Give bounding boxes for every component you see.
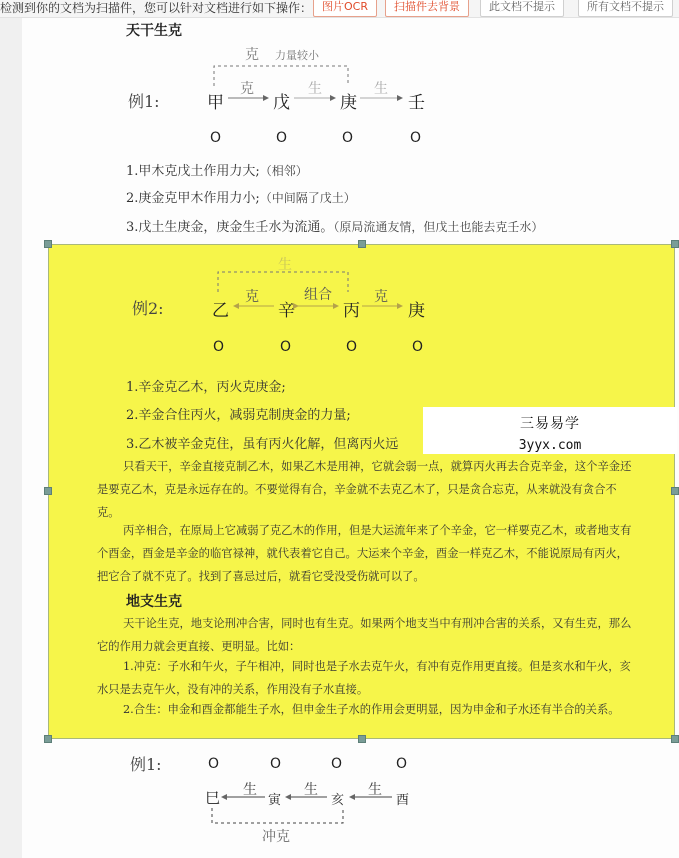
ex2-circle-3: O (346, 339, 358, 355)
ex3-dashed-bracket (212, 808, 343, 823)
s2-paragraph-3: 天干论生克，地支论刑冲合害，同时也有生克。如果两个地支当中有刑冲合害的关系，又有生克，那么它的作用力就会更直接、更明显。比如： (97, 617, 632, 653)
ex2-char-bing: 丙 (343, 301, 360, 321)
watermark-line-1: 三易易学 (520, 416, 580, 432)
s2-line-3: 3.乙木被辛金克住，虽有丙火化解，但离丙火远 (126, 437, 399, 452)
s2-line-2: 2.辛金合住丙火，减弱克制庚金的力量; (126, 408, 351, 423)
ex2-dashed-bracket (218, 272, 348, 292)
ex3-char-hai: 亥 (331, 793, 345, 808)
ex2-circle-4: O (412, 339, 424, 355)
ex3-circle-2: O (270, 756, 282, 772)
ex3-char-yin: 寅 (268, 793, 282, 808)
ex1-circle-1: O (210, 130, 222, 146)
ex3-label: 例1: (130, 755, 162, 774)
ex3-rel-sheng-2: 生 (304, 782, 318, 798)
remove-background-button[interactable]: 扫描件去背景 (385, 0, 469, 17)
ex1-circle-3: O (342, 130, 354, 146)
section-title-tiangan: 天干生克 (126, 23, 182, 39)
ex3-circle-4: O (396, 756, 408, 772)
ex2-circle-1: O (213, 339, 225, 355)
s2-paragraph-1: 只看天干，辛金直接克制乙木，如果乙木是用神，它就会弱一点，就算丙火再去合克辛金，这个辛金还是要克乙木，克是永远存在的。不要觉得有合，辛金就不去克乙木了，只是贪合忘克，从来就没有贪合不克。 (97, 460, 632, 519)
ex1-label: 例1: (128, 92, 160, 111)
ex1-circle-2: O (276, 130, 288, 146)
ex3-rel-sheng-1: 生 (243, 782, 257, 798)
ex3-circle-1: O (208, 756, 220, 772)
ex3-char-si: 巳 (205, 789, 221, 807)
s1-line-2-main: 2.庚金克甲木作用力小; (126, 191, 260, 206)
ex2-rel-ke-1: 克 (245, 289, 259, 305)
scan-notice-message: 检测到你的文档为扫描件，您可以针对文档进行如下操作： (0, 1, 313, 15)
ex1-dashed-bracket (214, 66, 348, 86)
s1-line-3-main: 3.戊土生庚金，庚金生壬水为流通。 (126, 220, 334, 235)
ex1-top-ke-label: 克 (245, 47, 259, 63)
ex2-circle-2: O (280, 339, 292, 355)
ex1-char-jia: 甲 (207, 93, 224, 113)
ex2-char-yi: 乙 (212, 301, 229, 321)
ex1-circle-4: O (410, 130, 422, 146)
ex1-top-note: 力量较小 (275, 49, 319, 62)
ex2-top-sheng: 生 (278, 257, 292, 273)
s2-line-1: 1.辛金克乙木，丙火克庚金; (126, 380, 286, 395)
s2-paragraph-5: 2.合生：申金和酉金都能生子水，但申金生子水的作用会更明显，因为申金和子水还有半合的关系。 (123, 703, 620, 716)
s1-line-1-note: （相邻） (259, 164, 308, 178)
ex3-rel-sheng-3: 生 (368, 782, 382, 798)
s1-line-3-note: （原局流通友情，但戊土也能去克壬水） (333, 220, 544, 234)
ex1-char-wu: 戊 (273, 93, 290, 113)
ex3-char-you: 酉 (396, 793, 410, 808)
ex2-rel-zuhe: 组合 (304, 287, 332, 303)
ex1-char-ren: 壬 (408, 93, 425, 113)
ex1-rel-ke: 克 (240, 81, 254, 97)
ex1-char-geng: 庚 (340, 93, 357, 113)
ex3-bottom-chongke: 冲克 (262, 829, 290, 845)
ex2-label: 例2: (132, 299, 164, 318)
ex1-rel-sheng-2: 生 (374, 81, 388, 97)
s2-paragraph-2: 丙辛相合，在原局上它减弱了克乙木的作用，但是大运流年来了个辛金，它一样要克乙木，或者地支有个酉金，酉金是辛金的临官禄神，就代表着它自己。大运来个辛金，酉金一样克乙木，不能说原局有丙火，把它合了就不克了。找到了喜忌过后，就看它受没受伤就可以了。 (97, 524, 632, 583)
image-ocr-button[interactable]: 图片OCR (313, 0, 377, 17)
section-title-dizhi: 地支生克 (126, 594, 182, 610)
ex2-char-geng: 庚 (408, 301, 425, 321)
s1-line-2-note: （中间隔了戊土） (259, 191, 356, 205)
s2-paragraph-4: 1.冲克：子水和午火，子午相冲，同时也是子水去克午火，有冲有克作用更直接。但是亥水和午火，亥水只是去克午火，没有冲的关系，作用没有子水直接。 (97, 660, 631, 696)
watermark-line-2: 3yyx.com (518, 438, 582, 453)
scan-notice-bar (0, 0, 679, 18)
s1-line-1-main: 1.甲木克戊土作用力大; (126, 164, 260, 179)
no-prompt-this-doc-button[interactable]: 此文档不提示 (480, 0, 564, 17)
no-prompt-all-docs-button[interactable]: 所有文档不提示 (578, 0, 673, 17)
ex2-char-xin: 辛 (278, 301, 295, 321)
ex2-rel-ke-2: 克 (374, 289, 388, 305)
ex1-rel-sheng-1: 生 (308, 81, 322, 97)
ex3-circle-3: O (331, 756, 343, 772)
